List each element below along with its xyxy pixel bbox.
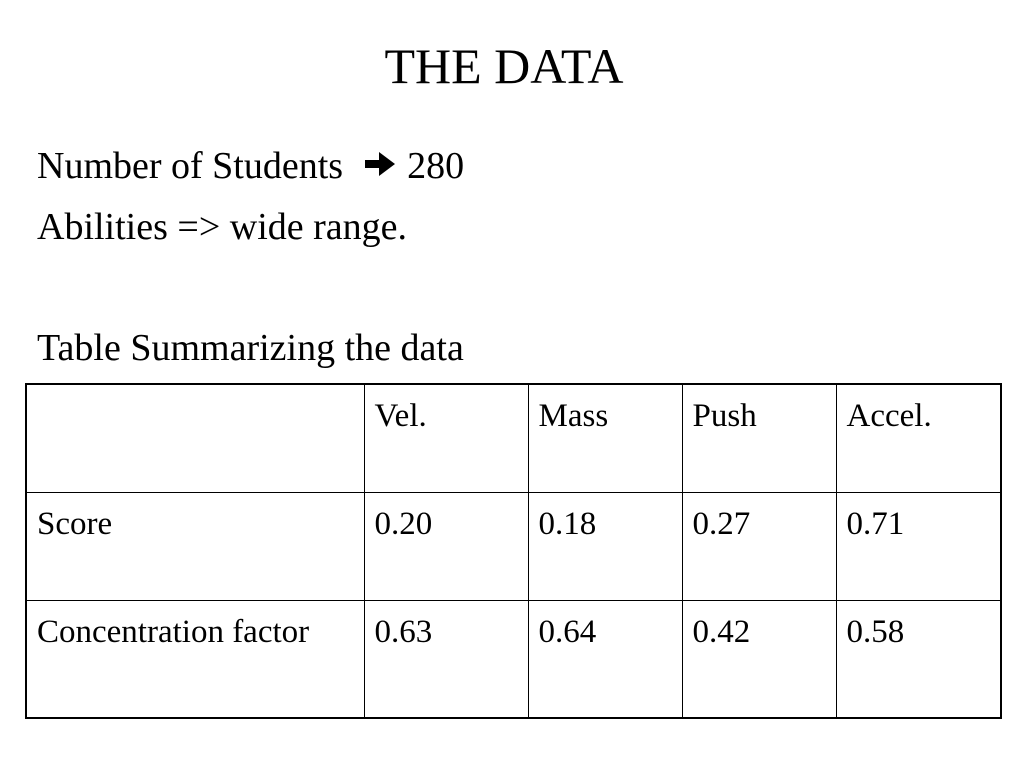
table-row-concentration [26,601,1001,719]
row-label-score: Score [26,493,364,601]
table-header-row [26,384,1001,493]
table-cell: 0.27 [682,493,836,601]
column-header-push: Push [682,384,836,493]
students-count: 280 [407,145,465,187]
table-cell: 0.18 [528,493,682,601]
table-row-score [26,493,1001,601]
students-line [37,144,464,191]
table-cell: 0.20 [364,493,528,601]
column-header-mass: Mass [528,384,682,493]
arrow-right-icon [365,143,395,187]
table-cell: 0.58 [836,601,1001,719]
table-corner-cell [26,384,364,493]
table-cell: 0.63 [364,601,528,719]
table-cell: 0.64 [528,601,682,719]
table-caption: Table Summarizing the data [37,327,464,369]
column-header-vel: Vel. [364,384,528,493]
column-header-accel: Accel. [836,384,1001,493]
table-cell: 0.42 [682,601,836,719]
students-label: Number of Students [37,145,344,187]
slide-title: THE DATA [384,38,624,94]
table-cell: 0.71 [836,493,1001,601]
row-label-concentration: Concentration factor [26,601,364,719]
abilities-line: Abilities => wide range. [37,206,407,248]
summary-table [25,383,1002,719]
